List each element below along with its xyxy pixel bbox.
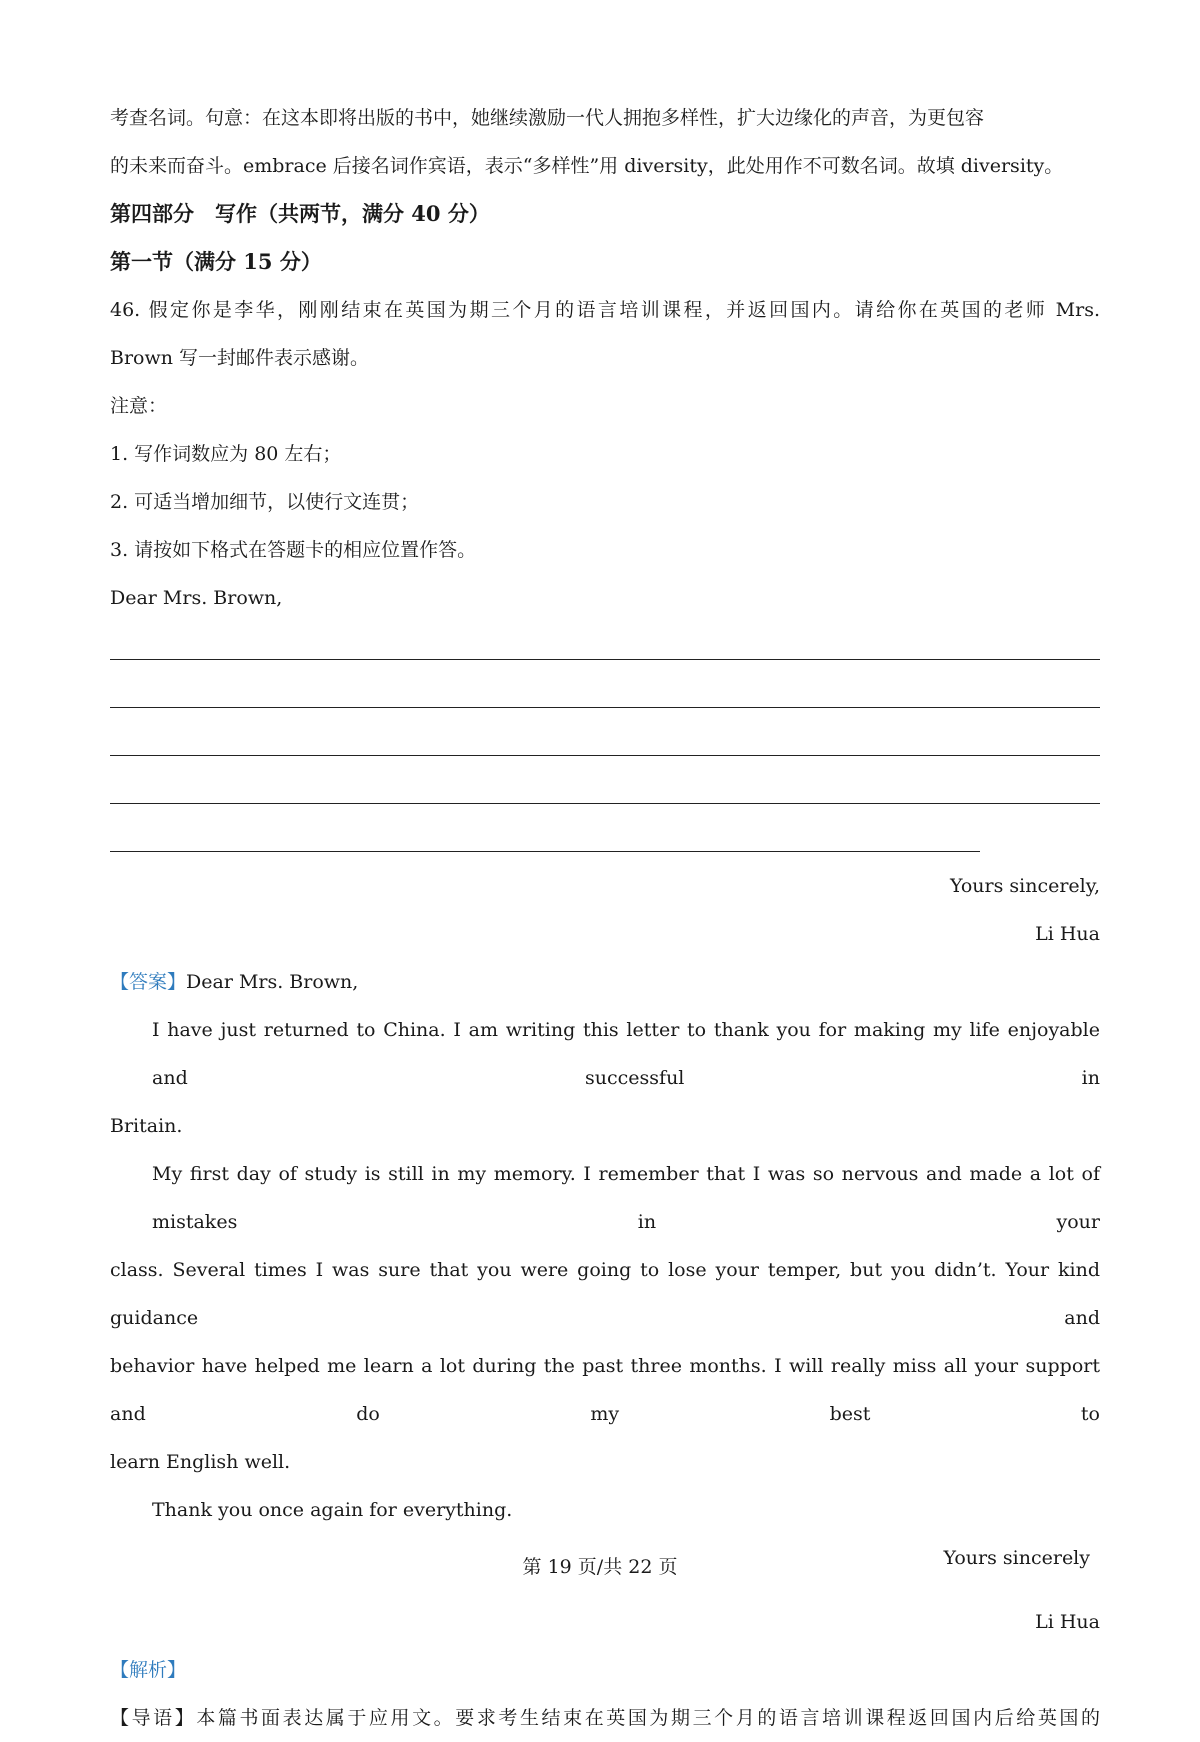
answer-signature: Li Hua [1035,1611,1100,1633]
answer-tag: 【答案】 [110,971,187,993]
answer-p1-line-2: Britain. [110,1115,183,1137]
answer-p2-line-1: My first day of study is still in my memory. I remember that I was so nervous and made a lot of mistakes in your [152,1163,1100,1233]
analysis-line-1: 考查名词。句意：在这本即将出版的书中，她继续激励一代人拥抱多样性，扩大边缘化的声音，为更包容 [110,107,985,129]
guide-line [110,1694,1100,1742]
question-line-1: 46. 假定你是李华，刚刚结束在英国为期三个月的语言培训课程，并返回国内。请给你在英国的老师 Mrs. [110,299,1100,321]
notes-title: 注意： [110,395,168,417]
answer-closing: Yours sincerely [943,1547,1090,1569]
answer-p2-line-4: learn English well. [110,1451,291,1473]
letter-salutation: Dear Mrs. Brown, [110,587,283,609]
note-item: 3. 请按如下格式在答题卡的相应位置作答。 [110,539,477,561]
guide-tag: 【导语】 [110,1707,197,1729]
subsection-heading: 第一节（满分 15 分） [110,249,322,274]
writing-line [110,670,1100,718]
answer-p2-line-3: behavior have helped me learn a lot during the past three months. I will really miss all your support and do my best to [110,1355,1100,1425]
question-line-2: Brown 写一封邮件表示感谢。 [110,347,370,369]
writing-line [110,814,1100,862]
page-content [110,94,1100,1742]
analysis-line-2: 的未来而奋斗。embrace 后接名词作宾语，表示“多样性”用 diversity，此处用作不可数名词。故填 diversity。 [110,155,1064,177]
answer-p3: Thank you once again for everything. [152,1499,513,1521]
guide-text: 本篇书面表达属于应用文。要求考生结束在英国为期三个月的语言培训课程返回国内后给英国的 [196,1707,1100,1729]
letter-signature: Li Hua [1035,923,1100,945]
section-heading: 第四部分 写作（共两节，满分 40 分） [110,201,490,226]
letter-closing: Yours sincerely, [949,875,1100,897]
answer-p2-line-2: class. Several times I was sure that you were going to lose your temper, but you didn’t. Your kind guidance and [110,1259,1100,1329]
note-item: 2. 可适当增加细节，以使行文连贯； [110,491,420,513]
writing-line [110,622,1100,670]
note-item: 1. 写作词数应为 80 左右； [110,443,342,465]
analysis-tag: 【解析】 [110,1659,187,1681]
page-footer: 第 19 页/共 22 页 [522,1556,678,1578]
answer-salutation: Dear Mrs. Brown, [186,971,359,993]
answer-salutation-line [110,958,1100,1006]
writing-line [110,718,1100,766]
writing-line [110,766,1100,814]
answer-p1-line-1: I have just returned to China. I am writing this letter to thank you for making my life enjoyable and successful in [152,1019,1100,1089]
